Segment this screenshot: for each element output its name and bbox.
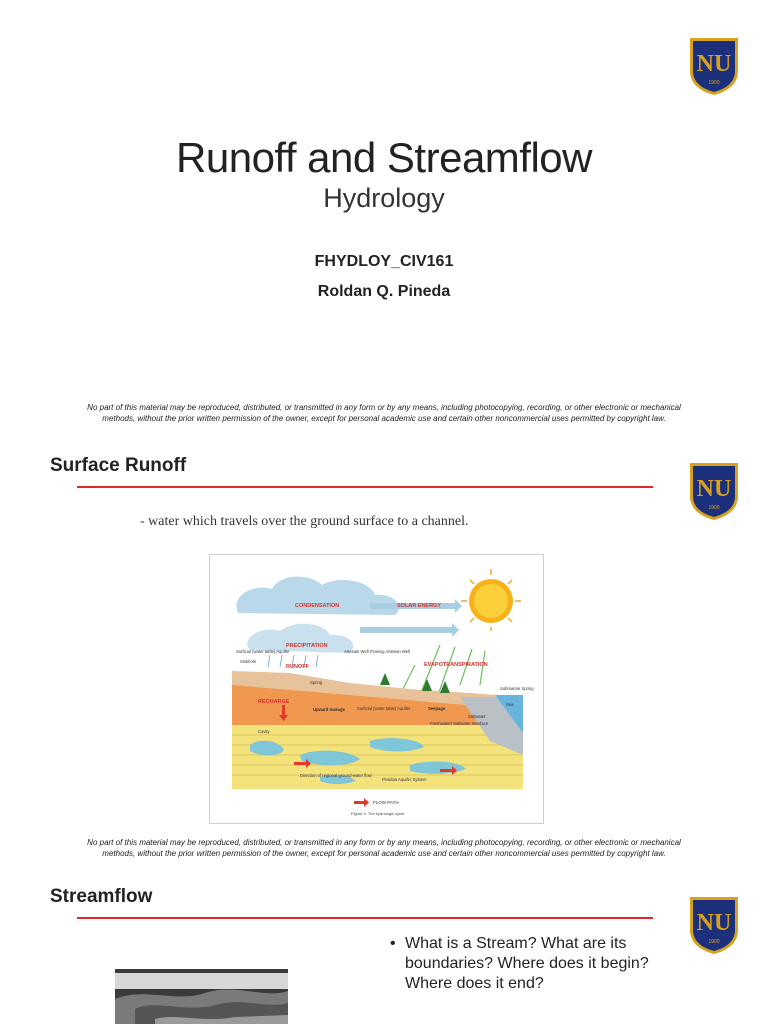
svg-text:PRECIPITATION: PRECIPITATION [286, 643, 328, 649]
svg-text:Surficial (water table) Aquife: Surficial (water table) Aquifer [236, 649, 290, 654]
svg-text:1900: 1900 [708, 939, 720, 945]
sun-icon [469, 579, 513, 623]
svg-text:Saltwater: Saltwater [468, 714, 486, 719]
course-code: FHYDLOY_CIV161 [314, 253, 454, 270]
section-heading: Streamflow [50, 886, 153, 907]
svg-text:Sinkhole: Sinkhole [240, 659, 257, 664]
svg-text:Submarine Spring: Submarine Spring [500, 686, 534, 691]
svg-text:RECHARGE: RECHARGE [258, 699, 290, 705]
svg-text:RUNOFF: RUNOFF [286, 664, 309, 670]
surface-runoff-slide [0, 432, 768, 864]
svg-text:NU: NU [696, 476, 732, 502]
page-subtitle: Hydrology [323, 183, 445, 213]
logo-year: 1900 [708, 80, 720, 86]
definition-text: - water which travels over the ground surface to a channel. [140, 514, 469, 529]
heading-divider [77, 486, 653, 488]
svg-text:NU: NU [696, 910, 732, 936]
svg-text:Cavity: Cavity [258, 729, 270, 734]
title-slide [0, 0, 768, 432]
svg-text:NU: NU [696, 51, 732, 77]
svg-text:CONDENSATION: CONDENSATION [295, 603, 340, 609]
university-logo [687, 894, 741, 956]
svg-text:Upward leakage: Upward leakage [313, 707, 345, 712]
legal-notice: No part of this material may be reproduced, distributed, or transmitted in any form or by any means, including photocopying, recording, or other electronic or mechanical methods, without the prior written permission of the owner, except for personal academic use and certain other noncommercial uses permitted by copyright law. [87, 403, 681, 423]
heading-divider [77, 917, 653, 919]
svg-text:FLOW PATH: FLOW PATH [373, 800, 399, 805]
hydrologic-cycle-figure [209, 554, 544, 824]
page-title: Runoff and Streamflow [176, 134, 592, 181]
university-logo [687, 35, 741, 97]
svg-text:Seepage: Seepage [428, 706, 446, 711]
svg-text:1900: 1900 [708, 505, 720, 511]
svg-text:Spring: Spring [310, 680, 323, 685]
bullet-text: What is a Stream? What are its boundaries? Where does it begin? Where does it end? [405, 935, 649, 992]
svg-text:Artesian Well: Artesian Well [344, 649, 369, 654]
figure-caption: Figure 4. The hydrologic cycle. [351, 811, 406, 816]
stream-photo [115, 969, 288, 1024]
legal-notice: No part of this material may be reproduced, distributed, or transmitted in any form or by any means, including photocopying, recording, or other electronic or mechanical methods, without the prior written permission of the owner, except for personal academic use and certain other noncommercial uses permitted by copyright law. [87, 838, 681, 858]
svg-text:EVAPOTRANSPIRATION: EVAPOTRANSPIRATION [424, 662, 488, 668]
svg-text:Floridan Aquifer System: Floridan Aquifer System [382, 777, 427, 782]
university-logo [687, 460, 741, 522]
streamflow-slide [0, 864, 768, 1024]
bullet-list [390, 934, 650, 994]
section-heading: Surface Runoff [50, 455, 187, 476]
svg-text:Surficial (water table) Aquife: Surficial (water table) Aquifer [357, 706, 411, 711]
svg-text:Freshwater/ Saltwater Interfac: Freshwater/ Saltwater Interface [430, 721, 489, 726]
svg-text:Flowing Artesian Well: Flowing Artesian Well [370, 649, 410, 654]
author-name: Roldan Q. Pineda [317, 283, 451, 300]
bullet-icon: • [390, 935, 396, 952]
svg-text:Sea: Sea [506, 702, 514, 707]
svg-text:Direction of regional ground-w: Direction of regional ground-water flow [300, 773, 372, 778]
svg-text:SOLAR ENERGY: SOLAR ENERGY [397, 603, 442, 609]
